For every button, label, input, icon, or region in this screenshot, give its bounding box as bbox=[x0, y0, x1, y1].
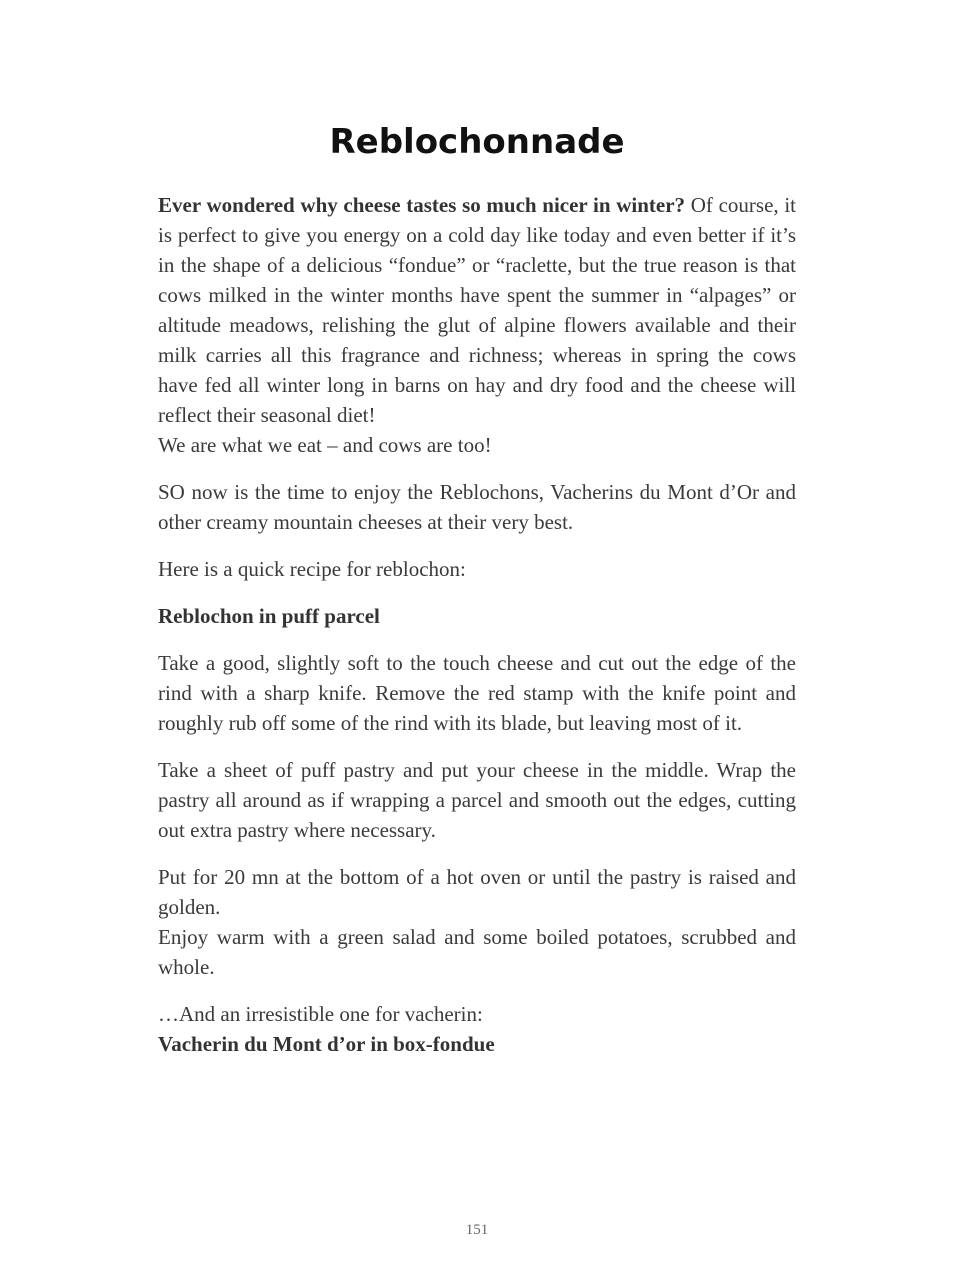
reblochon-steps-3-4 bbox=[158, 862, 796, 982]
reblochon-step-2: Take a sheet of puff pastry and put your cheese in the middle. Wrap the pastry all around as if wrapping a parcel and smooth out the edges, cutting out extra pastry where necessary. bbox=[158, 758, 796, 842]
reblochon-step-1: Take a good, slightly soft to the touch cheese and cut out the edge of the rind with a sharp knife. Remove the red stamp with the knife point and roughly rub off some of the rind with its blade, but leaving most of it. bbox=[158, 651, 796, 735]
intro-lead-bold: Ever wondered why cheese tastes so much nicer in winter? bbox=[158, 193, 686, 217]
page-body bbox=[158, 190, 796, 1076]
intro-paragraph bbox=[158, 190, 796, 460]
intro-tagline: We are what we eat – and cows are too! bbox=[158, 433, 492, 457]
quick-recipe-paragraph: Here is a quick recipe for reblochon: bbox=[158, 557, 466, 581]
vacherin-section bbox=[158, 999, 796, 1059]
reblochon-step-4: Enjoy warm with a green salad and some boiled potatoes, scrubbed and whole. bbox=[158, 925, 796, 979]
page-title: Reblochonnade bbox=[329, 122, 625, 162]
page-number: 151 bbox=[465, 1222, 489, 1238]
vacherin-intro: …And an irresistible one for vacherin: bbox=[158, 1002, 483, 1026]
intro-lead-text: Of course, it is perfect to give you energy on a cold day like today and even better if it’s in the shape of a delicious “fondue” or “raclette, but the true reason is that cows milked in the winter months have spent the summer in “alpages” or altitude meadows, relishing the glut of alpine flowers available and their milk carries all this fragrance and richness; whereas in spring the cows have fed all winter long in barns on hay and dry food and the cheese will reflect their seasonal diet! bbox=[158, 193, 796, 427]
vacherin-recipe-heading: Vacherin du Mont d’or in box-fondue bbox=[158, 1032, 495, 1056]
now-time-paragraph: SO now is the time to enjoy the Reblochons, Vacherins du Mont d’Or and other creamy mountain cheeses at their very best. bbox=[158, 480, 796, 534]
reblochon-step-3: Put for 20 mn at the bottom of a hot oven or until the pastry is raised and golden. bbox=[158, 865, 796, 919]
reblochon-recipe-heading: Reblochon in puff parcel bbox=[158, 604, 380, 628]
